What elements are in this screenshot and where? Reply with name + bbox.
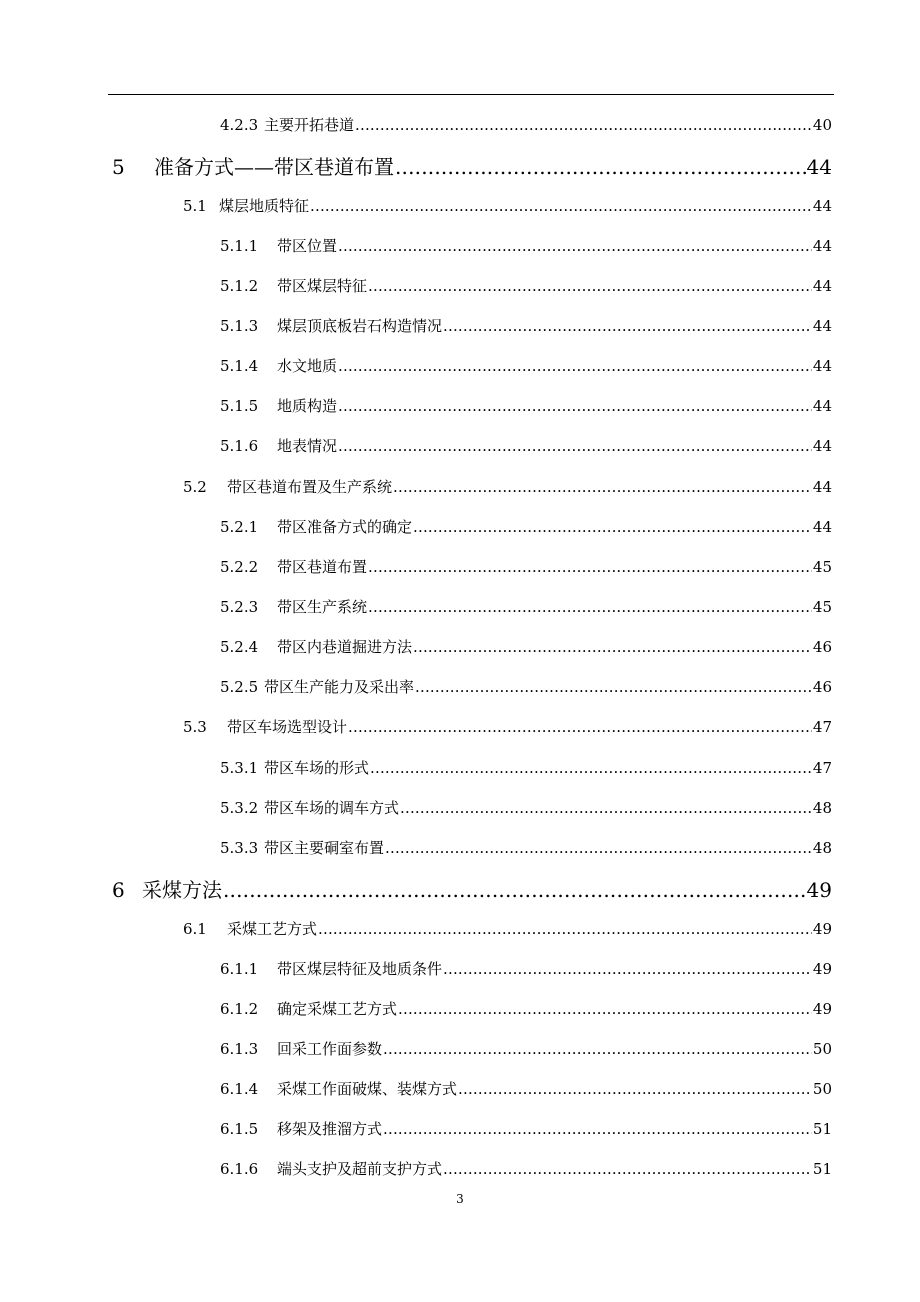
toc-entry-page: 47 [812, 759, 832, 777]
toc-entry-number: 6.1.1 [220, 960, 259, 978]
toc-entry-number: 4.2.3 [220, 116, 259, 134]
toc-entry-number: 6.1.2 [220, 1000, 259, 1018]
toc-leader-dots [458, 1080, 812, 1098]
toc-entry[interactable] [220, 797, 832, 819]
toc-entry-title: 端头支护及超前支护方式 [277, 1160, 443, 1178]
toc-entry-page: 47 [812, 718, 832, 736]
toc-leader-dots [368, 598, 812, 616]
toc-entry[interactable] [220, 837, 832, 859]
toc-entry-number: 5.2.2 [220, 558, 259, 576]
toc-entry-number: 5.1.1 [220, 237, 259, 255]
toc-entry-title: 带区内巷道掘进方法 [277, 638, 413, 656]
toc-entry-page: 44 [812, 277, 832, 295]
toc-entry-number: 5.3.3 [220, 839, 259, 857]
toc-entry[interactable] [183, 195, 832, 217]
toc-entry-number: 5.1.6 [220, 437, 259, 455]
toc-entry-title: 采煤工作面破煤、装煤方式 [277, 1080, 458, 1098]
toc-entry-title: 地质构造 [277, 397, 338, 415]
toc-entry-page: 48 [812, 799, 832, 817]
toc-leader-dots [383, 1040, 812, 1058]
toc-entry-number: 5.2.1 [220, 518, 259, 536]
toc-entry-page: 50 [812, 1080, 832, 1098]
toc-entry-title: 带区生产能力及采出率 [264, 678, 415, 696]
toc-entry-page: 44 [812, 518, 832, 536]
toc-leader-dots [223, 878, 806, 900]
toc-entry-title: 主要开拓巷道 [264, 116, 355, 134]
toc-entry[interactable] [112, 151, 832, 177]
toc-leader-dots [355, 116, 812, 134]
toc-entry-page: 44 [812, 357, 832, 375]
toc-entry[interactable] [183, 716, 832, 738]
toc-entry[interactable] [220, 516, 832, 538]
toc-leader-dots [443, 1160, 812, 1178]
toc-leader-dots [370, 759, 812, 777]
toc-leader-dots [395, 155, 806, 177]
toc-leader-dots [415, 678, 812, 696]
toc-entry[interactable] [220, 596, 832, 618]
toc-entry-title: 确定采煤工艺方式 [277, 1000, 398, 1018]
toc-entry[interactable] [220, 1038, 832, 1060]
toc-entry[interactable] [112, 874, 832, 900]
toc-entry[interactable] [220, 235, 832, 257]
toc-leader-dots [368, 558, 812, 576]
toc-entry-number: 5.3 [183, 718, 207, 736]
toc-entry[interactable] [220, 275, 832, 297]
toc-entry-page: 44 [806, 155, 832, 177]
toc-entry-page: 44 [812, 437, 832, 455]
toc-entry-page: 46 [812, 678, 832, 696]
toc-entry[interactable] [220, 114, 832, 136]
toc-entry-page: 45 [812, 558, 832, 576]
toc-entry-page: 49 [806, 878, 832, 900]
toc-entry-title: 采煤工艺方式 [227, 920, 318, 938]
toc-entry-page: 48 [812, 839, 832, 857]
toc-leader-dots [443, 317, 812, 335]
toc-leader-dots [338, 437, 812, 455]
toc-leader-dots [338, 237, 812, 255]
toc-entry[interactable] [220, 1118, 832, 1140]
toc-entry-title: 带区车场的形式 [264, 759, 370, 777]
toc-entry-title: 带区巷道布置 [277, 558, 368, 576]
toc-leader-dots [338, 397, 812, 415]
toc-entry-number: 5.3.2 [220, 799, 259, 817]
toc-leader-dots [383, 1120, 812, 1138]
toc-entry-page: 49 [812, 1000, 832, 1018]
toc-leader-dots [413, 518, 812, 536]
toc-entry-page: 44 [812, 397, 832, 415]
toc-leader-dots [385, 839, 812, 857]
toc-entry[interactable] [220, 958, 832, 980]
toc-entry[interactable] [220, 636, 832, 658]
toc-leader-dots [413, 638, 812, 656]
toc-entry[interactable] [220, 435, 832, 457]
toc-entry[interactable] [220, 315, 832, 337]
toc-entry-number: 6.1.5 [220, 1120, 259, 1138]
toc-entry-title: 移架及推溜方式 [277, 1120, 383, 1138]
toc-entry-number: 5.3.1 [220, 759, 259, 777]
toc-entry[interactable] [220, 395, 832, 417]
toc-leader-dots [318, 920, 812, 938]
toc-entry-number: 5.1 [183, 197, 207, 215]
toc-leader-dots [338, 357, 812, 375]
toc-entry-title: 带区巷道布置及生产系统 [227, 478, 393, 496]
toc-entry-page: 51 [812, 1120, 832, 1138]
toc-entry-title: 地表情况 [277, 437, 338, 455]
toc-entry[interactable] [220, 355, 832, 377]
toc-entry-page: 44 [812, 197, 832, 215]
toc-leader-dots [310, 197, 812, 215]
toc-entry-number: 6.1.6 [220, 1160, 259, 1178]
toc-entry-page: 49 [812, 960, 832, 978]
toc-entry-title: 带区车场选型设计 [227, 718, 348, 736]
toc-entry-title: 带区位置 [277, 237, 338, 255]
toc-entry-title: 水文地质 [277, 357, 338, 375]
toc-entry-page: 51 [812, 1160, 832, 1178]
toc-entry-number: 5.1.4 [220, 357, 259, 375]
toc-entry[interactable] [220, 676, 832, 698]
toc-entry-title: 带区准备方式的确定 [277, 518, 413, 536]
toc-entry-title: 带区生产系统 [277, 598, 368, 616]
toc-leader-dots [368, 277, 812, 295]
toc-entry-number: 6.1 [183, 920, 207, 938]
toc-entry[interactable] [220, 1078, 832, 1100]
toc-entry-title: 带区煤层特征及地质条件 [277, 960, 443, 978]
toc-entry-page: 49 [812, 920, 832, 938]
toc-entry-page: 50 [812, 1040, 832, 1058]
toc-entry-number: 6.1.3 [220, 1040, 259, 1058]
toc-entry-title: 带区主要硐室布置 [264, 839, 385, 857]
toc-entry-number: 5.2 [183, 478, 207, 496]
toc-leader-dots [393, 478, 812, 496]
toc-entry-number: 5.1.3 [220, 317, 259, 335]
toc-leader-dots [400, 799, 812, 817]
toc-entry-number: 5.1.5 [220, 397, 259, 415]
toc-entry-number: 5 [112, 155, 125, 177]
toc-entry-number: 5.1.2 [220, 277, 259, 295]
toc-entry-title: 采煤方法 [142, 878, 222, 900]
toc-leader-dots [348, 718, 812, 736]
toc-entry-title: 煤层顶底板岩石构造情况 [277, 317, 443, 335]
toc-entry-page: 44 [812, 478, 832, 496]
toc-entry-number: 5.2.5 [220, 678, 259, 696]
toc-entry-title: 回采工作面参数 [277, 1040, 383, 1058]
toc-entry-title: 带区车场的调车方式 [264, 799, 400, 817]
toc-leader-dots [398, 1000, 812, 1018]
toc-entry[interactable] [183, 476, 832, 498]
toc-entry-number: 5.2.3 [220, 598, 259, 616]
toc-entry-page: 46 [812, 638, 832, 656]
toc-entry-page: 44 [812, 237, 832, 255]
toc-entry-page: 44 [812, 317, 832, 335]
toc-entry-page: 45 [812, 598, 832, 616]
toc-entry[interactable] [220, 1158, 832, 1180]
toc-entry-title: 煤层地质特征 [219, 197, 310, 215]
toc-entry-title: 带区煤层特征 [277, 277, 368, 295]
toc-entry[interactable] [183, 918, 832, 940]
toc-entry[interactable] [220, 556, 832, 578]
toc-entry-number: 6 [112, 878, 125, 900]
toc-entry-title: 准备方式——带区巷道布置 [154, 155, 394, 177]
toc-entry-page: 40 [812, 116, 832, 134]
toc-entry-number: 5.2.4 [220, 638, 259, 656]
toc-entry[interactable] [220, 757, 832, 779]
toc-entry-number: 6.1.4 [220, 1080, 259, 1098]
toc-leader-dots [443, 960, 812, 978]
page-number: 3 [456, 1192, 464, 1206]
toc-entry[interactable] [220, 998, 832, 1020]
